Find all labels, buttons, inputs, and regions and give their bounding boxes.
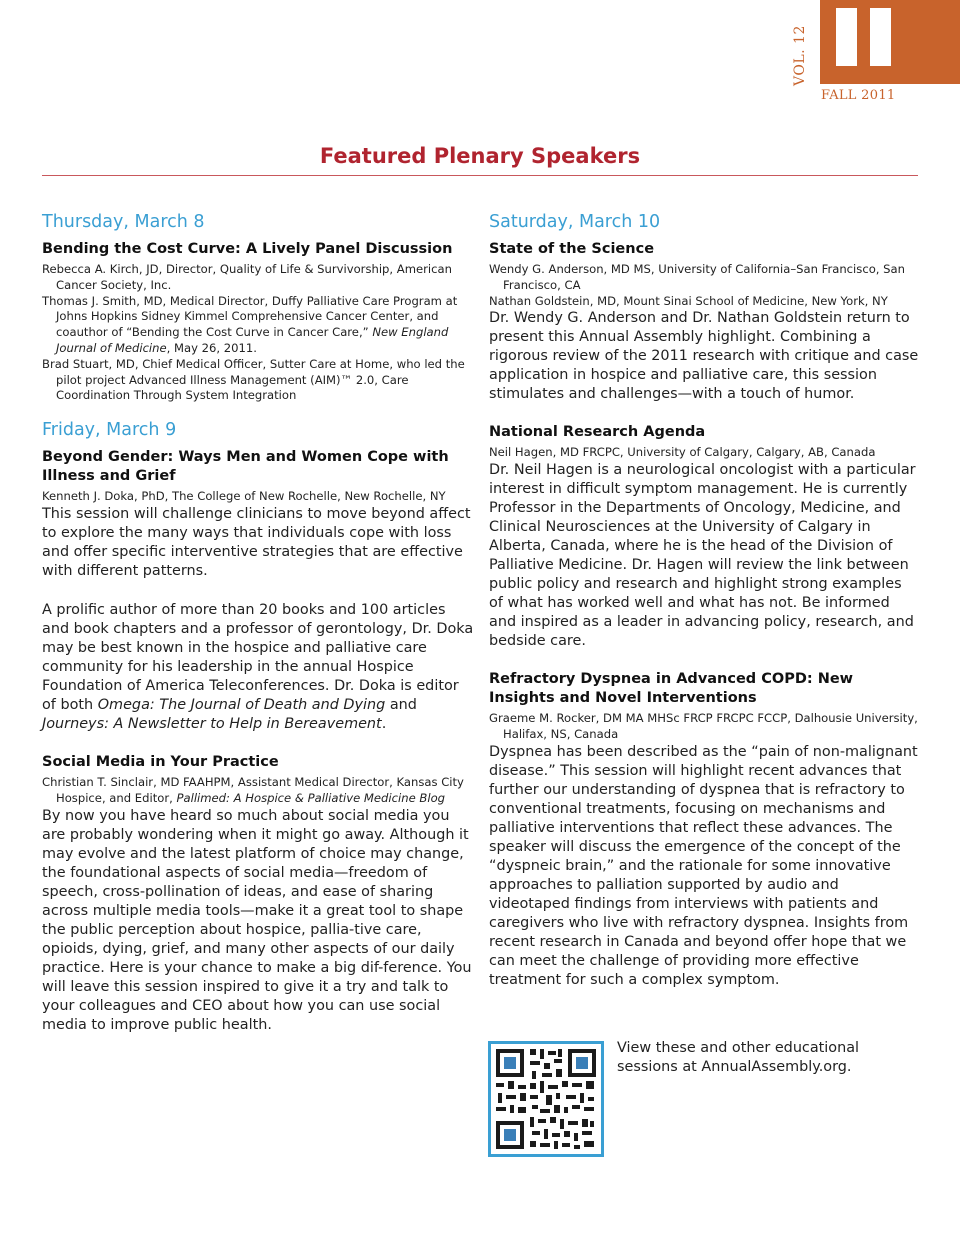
issue-number-graphic bbox=[836, 8, 896, 74]
speaker-doka: Kenneth J. Doka, PhD, The College of New Rochelle, New Rochelle, NY bbox=[42, 489, 446, 504]
season-label: FALL 2011 bbox=[821, 88, 896, 103]
session-description: By now you have heard so much about social media you are probably wondering when it might go away. Although it may evolve and the latest platform of choice may change, the foundational aspects of social media—freedom of speech, cross-pollination of ideas, and ease of sharing across multiple media tools—make it a great tool to shape the public perception about hospice, pallia-tive care, opioids, dying, grief, and many other aspects of our daily practice. Here is your chance to make a big dif-ference. You will leave this session inspired to give it a try and talk to your colleagues and CEO about how you can use social media to improve public health. bbox=[42, 807, 472, 1033]
view-more-text: View these and other educational sessions at AnnualAssembly.org. bbox=[617, 1040, 860, 1075]
day-heading-thursday: Thursday, March 8 bbox=[42, 212, 205, 232]
session-title-state-of-science: State of the Science bbox=[489, 241, 655, 257]
session-title-beyond-gender: Beyond Gender: Ways Men and Women Cope with Illness and Grief bbox=[42, 449, 449, 485]
session-description: Dr. Wendy G. Anderson and Dr. Nathan Goldstein return to present this Annual Assembly highlight. Combining a rigorous review of the 2011 research with critique and case application in hospice and palliative care, this session stimulates and challenges—with a touch of humor. bbox=[489, 310, 919, 403]
title-divider bbox=[42, 175, 918, 176]
speaker-anderson: Wendy G. Anderson, MD MS, University of California–San Francisco, San Francisco, CA bbox=[489, 262, 905, 292]
speaker-goldstein: Nathan Goldstein, MD, Mount Sinai School of Medicine, New York, NY bbox=[489, 293, 888, 308]
qr-code-icon[interactable] bbox=[488, 1041, 604, 1157]
left-column bbox=[42, 210, 474, 1035]
speaker-smith: Thomas J. Smith, MD, Medical Director, Duffy Palliative Care Program at Johns Hopkins Sidney Kimmel Comprehensive Cancer Center, and coauthor of “Bending the Cost Curve in Cancer Care,” New England Journal of Medicine, May 26, 2011. bbox=[42, 293, 458, 355]
session-title-dyspnea: Refractory Dyspnea in Advanced COPD: New Insights and Novel Interventions bbox=[489, 671, 854, 707]
day-heading-friday: Friday, March 9 bbox=[42, 420, 177, 441]
session-title-research-agenda: National Research Agenda bbox=[489, 424, 706, 441]
speaker-rocker: Graeme M. Rocker, DM MA MHSc FRCP FRCPC FCCP, Dalhousie University, Halifax, NS, Canada bbox=[489, 711, 918, 741]
session-title-cost-curve: Bending the Cost Curve: A Lively Panel Discussion bbox=[42, 241, 453, 257]
day-heading-saturday: Saturday, March 10 bbox=[489, 212, 661, 232]
speaker-sinclair: Christian T. Sinclair, MD FAAHPM, Assistant Medical Director, Kansas City Hospice, and Editor, Pallimed: A Hospice & Palliative Medicine Blog bbox=[42, 774, 464, 805]
session-description: Dyspnea has been described as the “pain of non-malignant disease.” This session will highlight recent advances that further our understanding of dyspnea that is refractory to conventional treatments, focusing on mechanisms and palliative interventions that reflect these advances. The speaker will discuss the emergence of the concept of the “dyspneic brain,” and the rationale for some innovative approaches to palliation supported by audio and videotaped findings from interviews with patients and caregivers who live with refractory dyspnea. Insights from recent research in Canada and beyond offer hope that we can meet the challenge of providing more effective treatment for such a complex symptom. bbox=[489, 743, 918, 988]
speaker-stuart: Brad Stuart, MD, Chief Medical Officer, Sutter Care at Home, who led the pilot project Advanced Illness Management (AIM)™ 2.0, Care Coordination Through System Integration bbox=[42, 356, 465, 403]
page-title: Featured Plenary Speakers bbox=[319, 144, 641, 168]
session-description: Dr. Neil Hagen is a neurological oncologist with a particular interest in difficult symptom management. He is currently Professor in the Departments of Oncology, Medicine, and Clinical Neurosciences at the University of Calgary in Alberta, Canada, where he is the head of the Division of Palliative Medicine. Dr. Hagen will review the link between public policy and research and highlight strong examples of what has worked well and what has not. Be informed and inspired as a leader in advancing policy, research, and bedside care. bbox=[489, 462, 916, 650]
volume-label: VOL. 12 bbox=[792, 25, 808, 86]
speaker-bio: A prolific author of more than 20 books and 100 articles and book chapters and a professor of gerontology, Dr. Doka may be best known in the hospice and palliative care community for his leadership in the annual Hospice Foundation of America Teleconferences. Dr. Doka is editor of both Omega: The Journal of Death and Dying and Journeys: A Newsletter to Help in Bereavement. bbox=[42, 601, 474, 732]
right-column bbox=[489, 210, 919, 990]
speaker-hagen: Neil Hagen, MD FRCPC, University of Calgary, Calgary, AB, Canada bbox=[489, 445, 876, 460]
session-title-social-media: Social Media in Your Practice bbox=[42, 753, 279, 770]
speaker-kirch: Rebecca A. Kirch, JD, Director, Quality of Life & Survivorship, American Cancer Society, Inc. bbox=[42, 262, 452, 292]
session-description: This session will challenge clinicians to move beyond affect to explore the many ways that individuals cope with loss and offer specific interventive strategies that are effective with different patterns. bbox=[42, 505, 471, 579]
